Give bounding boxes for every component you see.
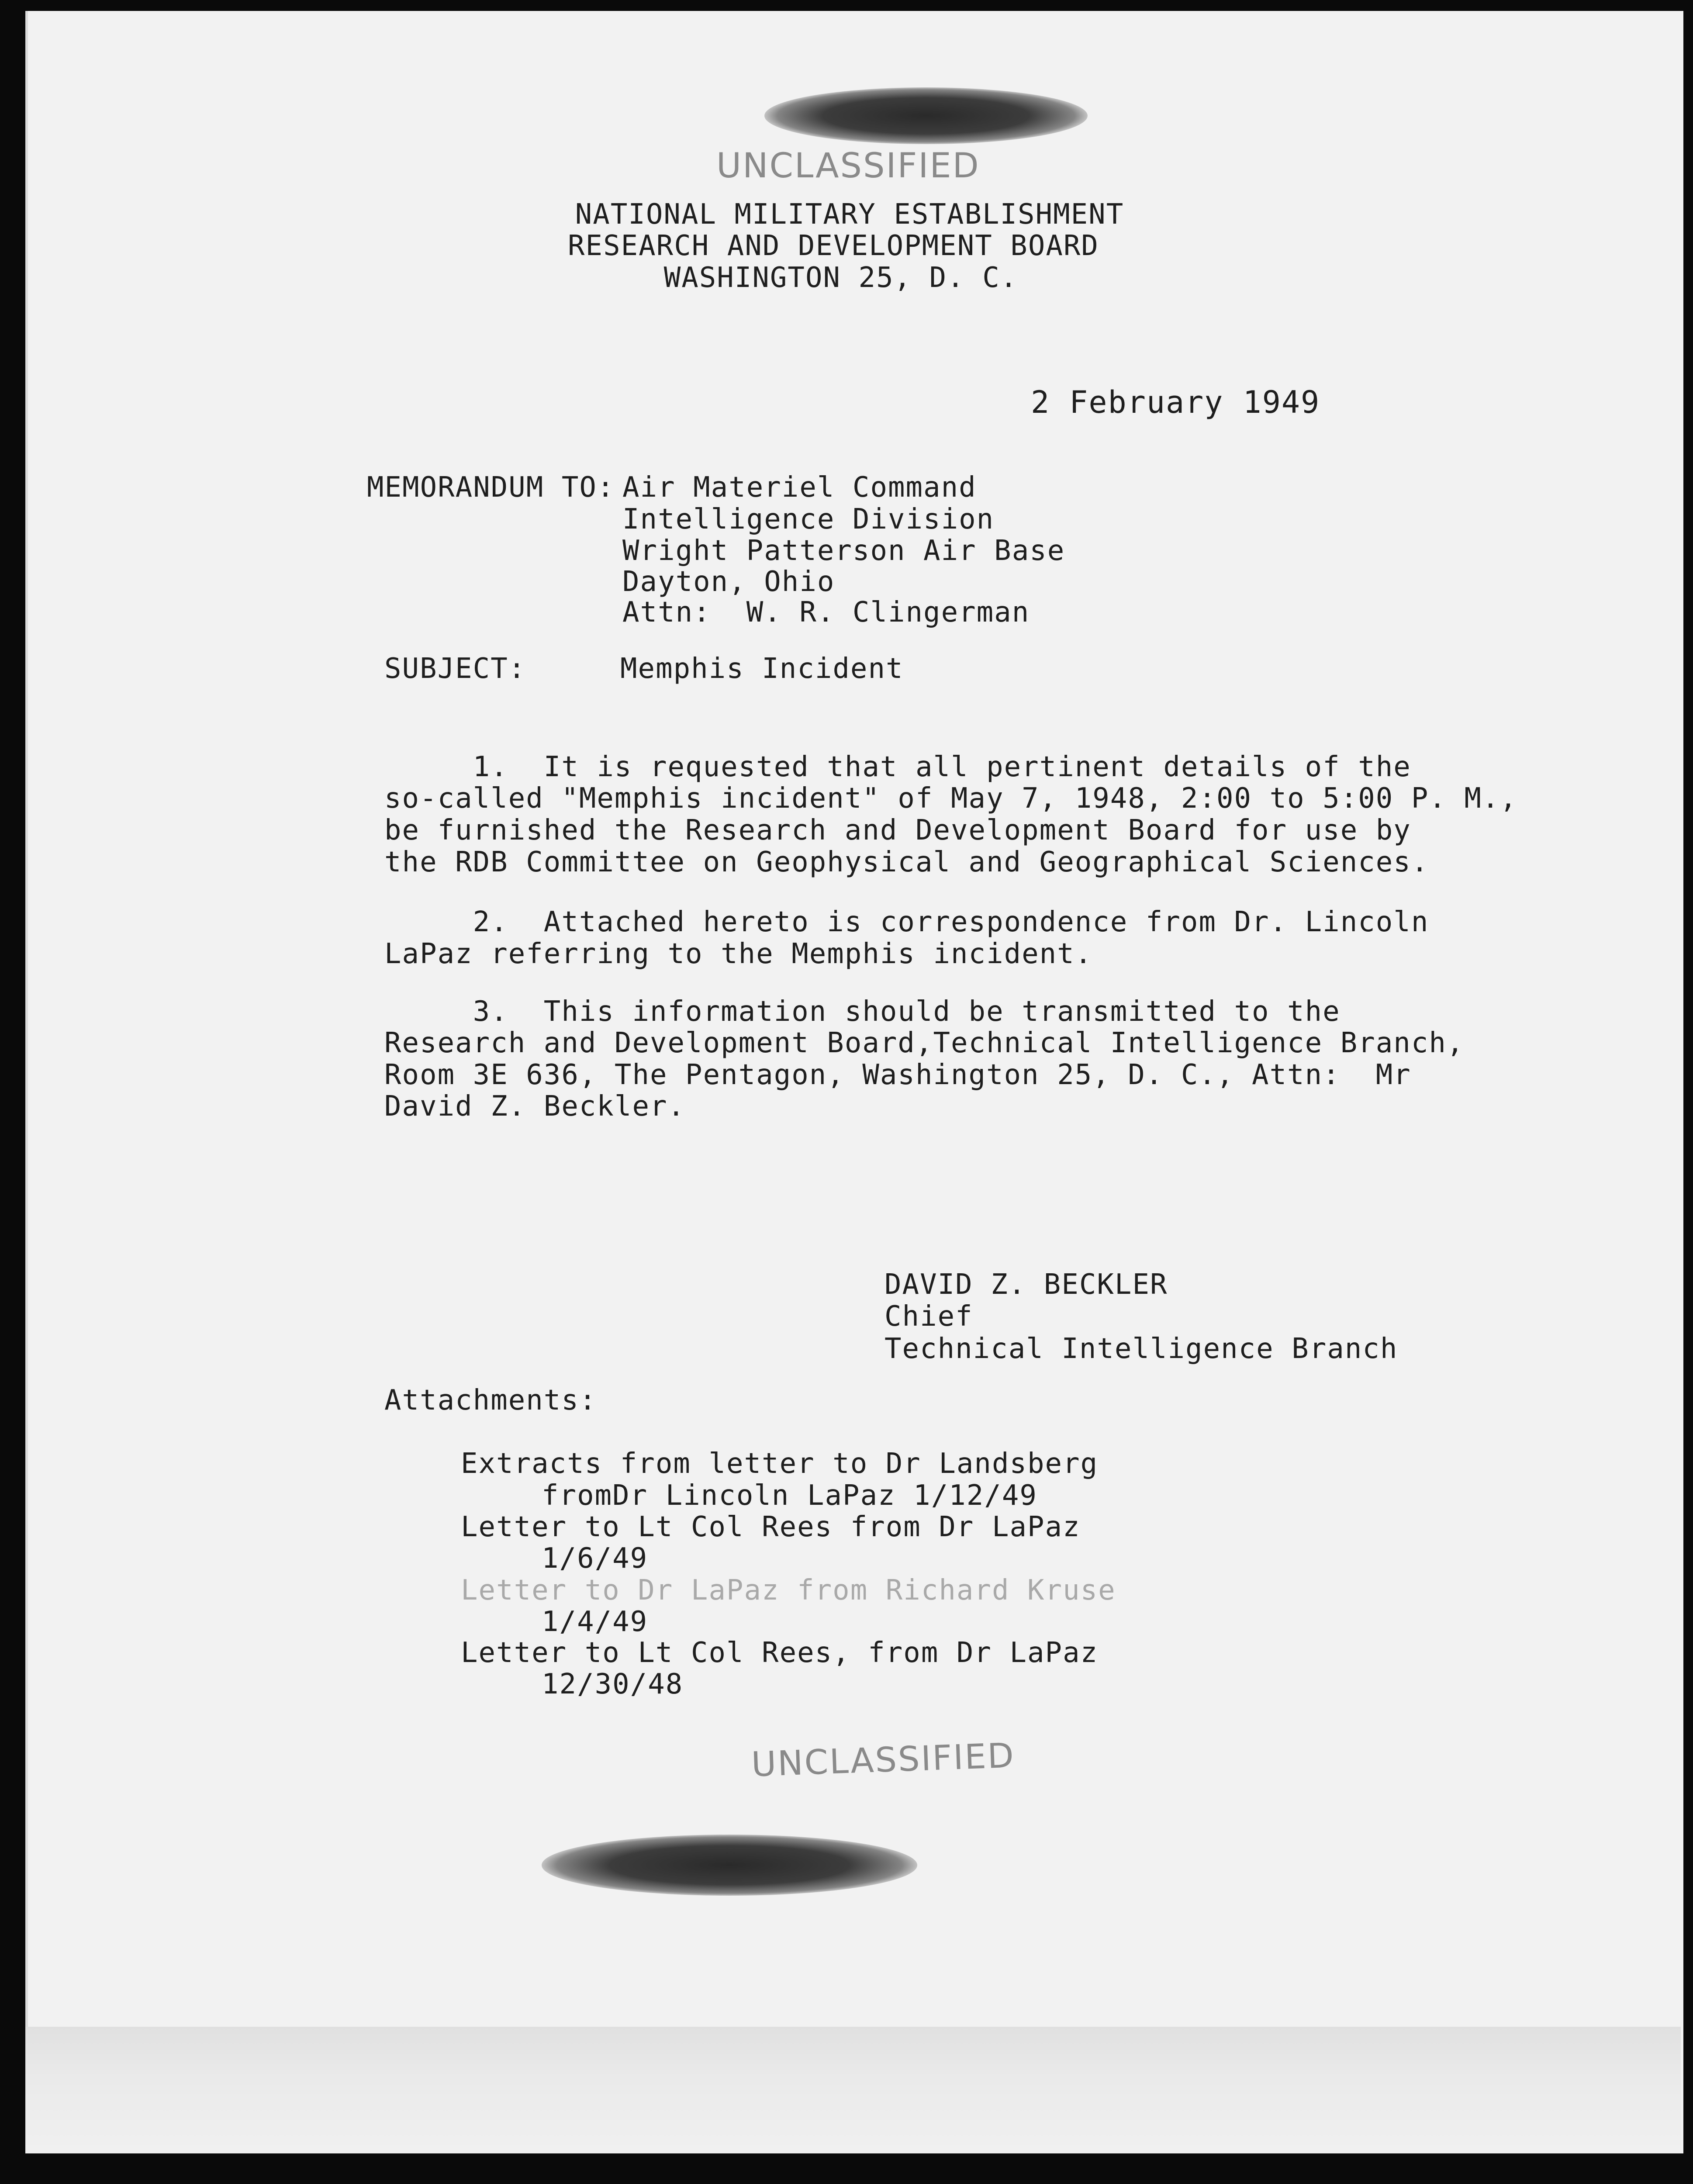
letterhead-line-3: WASHINGTON 25, D. C. — [663, 262, 1018, 294]
paragraph-2-line: 2. Attached hereto is correspondence from Dr. Lincoln — [384, 906, 1429, 938]
attachment-item: Extracts from letter to Dr Landsberg — [461, 1448, 1099, 1480]
attachment-item-detail: 12/30/48 — [542, 1668, 684, 1700]
redaction-mark-bottom — [542, 1835, 917, 1896]
recipient-line: Dayton, Ohio — [622, 566, 835, 598]
subject-label: SUBJECT: — [384, 653, 526, 685]
classification-stamp-top: UNCLASSIFIED — [716, 146, 980, 186]
recipient-line: Intelligence Division — [622, 503, 995, 536]
recipient-line: Wright Patterson Air Base — [622, 535, 1065, 567]
letterhead-line-2: RESEARCH AND DEVELOPMENT BOARD — [568, 230, 1099, 262]
attachment-item-detail: 1/6/49 — [542, 1542, 648, 1575]
signature-name: DAVID Z. BECKLER — [885, 1268, 1168, 1301]
classification-stamp-bottom: UNCLASSIFIED — [750, 1736, 1016, 1785]
attachment-item-detail: 1/4/49 — [542, 1606, 648, 1638]
recipient-attn-line: Attn: W. R. Clingerman — [622, 596, 1030, 629]
letterhead-line-1: NATIONAL MILITARY ESTABLISHMENT — [575, 198, 1124, 231]
paragraph-1-line: the RDB Committee on Geophysical and Geographical Sciences. — [384, 846, 1429, 878]
page-bottom-shadow — [25, 2027, 1681, 2153]
signature-branch: Technical Intelligence Branch — [885, 1333, 1398, 1365]
memo-to-label: MEMORANDUM TO: — [367, 471, 615, 504]
attachment-item: Letter to Lt Col Rees, from Dr LaPaz — [461, 1637, 1099, 1669]
paragraph-3-line: Room 3E 636, The Pentagon, Washington 25, D. C., Attn: Mr — [384, 1059, 1411, 1091]
attachment-item-detail: fromDr Lincoln LaPaz 1/12/49 — [542, 1479, 1037, 1512]
recipient-line: Air Materiel Command — [622, 471, 977, 504]
attachment-item: Letter to Dr LaPaz from Richard Kruse — [461, 1574, 1116, 1607]
subject-text: Memphis Incident — [620, 653, 904, 685]
paragraph-3-line: David Z. Beckler. — [384, 1090, 686, 1123]
paragraph-2-line: LaPaz referring to the Memphis incident. — [384, 938, 1093, 970]
signature-title: Chief — [885, 1300, 973, 1333]
attachment-item: Letter to Lt Col Rees from Dr LaPaz — [461, 1511, 1081, 1543]
paragraph-3-line: 3. This information should be transmitted to the — [384, 995, 1341, 1028]
paragraph-3-line: Research and Development Board,Technical Intelligence Branch, — [384, 1027, 1465, 1059]
redaction-mark-top — [764, 87, 1088, 144]
paragraph-1-line: be furnished the Research and Development Board for use by — [384, 814, 1411, 847]
paragraph-1-line: 1. It is requested that all pertinent details of the — [384, 751, 1411, 783]
paragraph-1-line: so-called "Memphis incident" of May 7, 1948, 2:00 to 5:00 P. M., — [384, 782, 1517, 815]
memo-date: 2 February 1949 — [1031, 384, 1320, 420]
attachments-label: Attachments: — [384, 1384, 597, 1417]
